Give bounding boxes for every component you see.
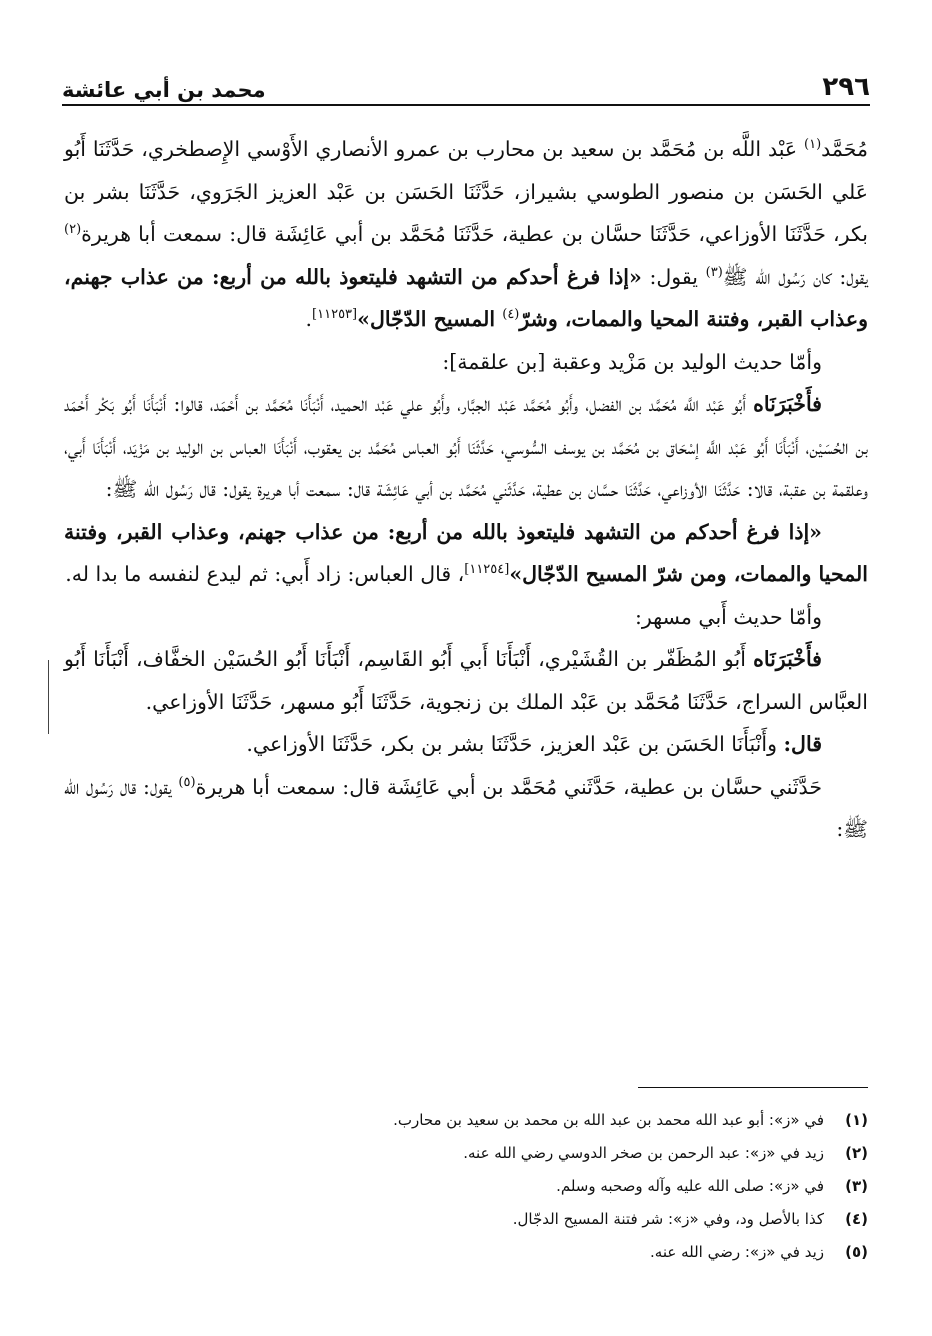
footnote-number: (٢) [845, 1144, 868, 1162]
text-run: يقول: كان رَسُول الله ﷺ [722, 264, 868, 289]
footnote-text: زيد في «ز»: رضي الله عنه. [650, 1243, 824, 1261]
footnote-item [64, 1104, 868, 1137]
text-run: مُحَمَّد [821, 137, 868, 161]
page-header [62, 58, 870, 102]
footnote-number: (٣) [845, 1177, 868, 1195]
paragraph-7 [64, 723, 868, 766]
footnote-text: في «ز»: أبو عبد الله محمد بن عبد الله بن محمد بن سعيد بن محارب. [393, 1111, 824, 1129]
footnote-ref-4: (٤) [502, 307, 520, 323]
footnotes [64, 1104, 868, 1269]
paragraph-1 [64, 128, 868, 341]
main-text [64, 128, 868, 851]
paragraph-8 [64, 766, 868, 851]
hadith-text: المسيح الدّجّال» [357, 307, 503, 331]
hadith-text: «إذا فرغ أحدكم من التشهد فليتعوذ بالله من أربع: من عذاب جهنم، وعذاب القبر، وفتنة المحيا والممات، وشرّ [64, 264, 868, 331]
paragraph-4 [64, 511, 868, 596]
footnote-number: (٥) [845, 1243, 868, 1261]
footnote-item [64, 1137, 868, 1170]
footnote-text: كذا بالأصل ود، وفي «ز»: شر فتنة المسيح الدجّال. [512, 1210, 824, 1228]
paragraph-6 [64, 638, 868, 723]
text-run: ، قال العباس: زاد أَبي: ثم ليدع لنفسه ما بدا له. [65, 562, 465, 586]
footnote-ref-3: (٣) [705, 264, 723, 280]
paragraph-5: وأمّا حديث أَبي مسهر: [634, 604, 822, 629]
text-run: أَبُو المُظَفّر بن القُشَيْري، أَنْبَأَنَا أَبي أَبُو القَاسِم، أَنْبَأَنَا أَبُو الحُسَيْن الخفَّاف، أَنْبَأَنَا أَبُو العبَّاس السراج، حَدَّثَنَا مُحَمَّد بن عَبْد الملك بن زنجوية، حَدَّثَنَا أَبُو مسهر، حَدَّثَنَا الأوزاعي. [64, 647, 868, 714]
footnote-item [64, 1170, 868, 1203]
margin-mark [48, 660, 49, 734]
footnote-ref-1: (١) [804, 137, 822, 153]
footnote-ref-2: (٢) [64, 222, 82, 238]
text-run: يقول: قال رَسُول الله ﷺ: [64, 774, 868, 841]
lead-word: فأَخْبَرَنَاه [753, 392, 822, 416]
text-run: حَدَّثَني حسَّان بن عطية، حَدَّثَني مُحَمَّد بن أبي عَائِشَة قال: سمعت أبا هريرة [195, 774, 822, 799]
text-run: أَبُو عَبْد اللَّه مُحَمَّد بن الفضل، وأَبُو مُحَمَّد عَبْد الجبَّار، وأَبُو علي عَبْد الحميد، أَنْبَأَنَا مُحَمَّد بن أَحْمَد، قالوا: أَنْبَأَنَا أَبُو بَكْر أَحْمَد بن الحُسَيْن، أَنْبَأَنَا أَبُو عَبْد اللَّه إسْحَاق بن مُحَمَّد بن يوسف السُّوسي، حَدَّثَنَا أَبُو العباس مُحَمَّد بن يعقوب، أَنْبَأَنَا العباس بن الوليد بن مَزْيَد، أَنْبَأَنَا أَبي، وعلقمة بن عقبة، قالا: حَدَّثَنَا الأوزاعي، حَدَّثَنَا حسَّان بن عطية، حَدَّثَني مُحَمَّد بن أبي عَائِشَة قال: سمعت أبا هريرة يقول: قال رَسُول الله ﷺ: [64, 392, 868, 501]
paragraph-2: وأمّا حديث الوليد بن مَزْيد وعقبة [بن علقمة]: [442, 349, 822, 374]
hadith-number: [١١٢٥٤] [464, 562, 510, 578]
running-title: محمد بن أبي عائشة [62, 78, 266, 102]
footnote-text: زيد في «ز»: عبد الرحمن بن صخر الدوسي رضي الله عنه. [463, 1144, 824, 1162]
header-rule [62, 104, 870, 106]
footnote-text: في «ز»: صلى الله عليه وآله وصحبه وسلم. [556, 1177, 824, 1195]
footnote-rule [638, 1087, 868, 1088]
footnote-number: (٤) [845, 1210, 868, 1228]
page-number: ٢٩٦ [822, 72, 870, 102]
footnote-item [64, 1203, 868, 1236]
text-run: وأَنْبَأَنَا الحَسَن بن عَبْد العزيز، حَدَّثَنَا بشر بن بكر، حَدَّثَنَا الأوزاعي. [246, 732, 784, 756]
text-run: يقول: [641, 264, 706, 289]
text-run: عَبْد اللَّه بن مُحَمَّد بن سعيد بن محارب بن عمرو الأنصاري الأَوْسي الإِصطخري، حَدَّثَنَا أَبُو عَلي الحَسَن بن منصور الطوسي بشيراز، حَدَّثَنَا الحَسَن بن عَبْد العزيز الجَرَوي، حَدَّثَنَا بشر بن بكر، حَدَّثَنَا الأوزاعي، حَدَّثَنَا حسَّان بن عطية، حَدَّثَنَا مُحَمَّد بن أبي عَائِشَة قال: سمعت أبا هريرة [64, 137, 868, 246]
lead-word: قال: [783, 732, 822, 756]
footnote-number: (١) [845, 1111, 868, 1129]
hadith-text: «إذا فرغ أحدكم من التشهد فليتعوذ بالله من أربع: من عذاب جهنم، وعذاب القبر، وفتنة المحيا والممات، ومن شرّ المسيح الدّجّال» [64, 519, 868, 586]
footnote-ref-5: (٥) [178, 774, 196, 790]
footnote-item [64, 1236, 868, 1269]
paragraph-3 [64, 383, 868, 511]
text-run: . [305, 307, 313, 331]
lead-word: فأَخْبَرَنَاه [753, 647, 822, 671]
hadith-number: [١١٢٥٣] [312, 307, 358, 323]
